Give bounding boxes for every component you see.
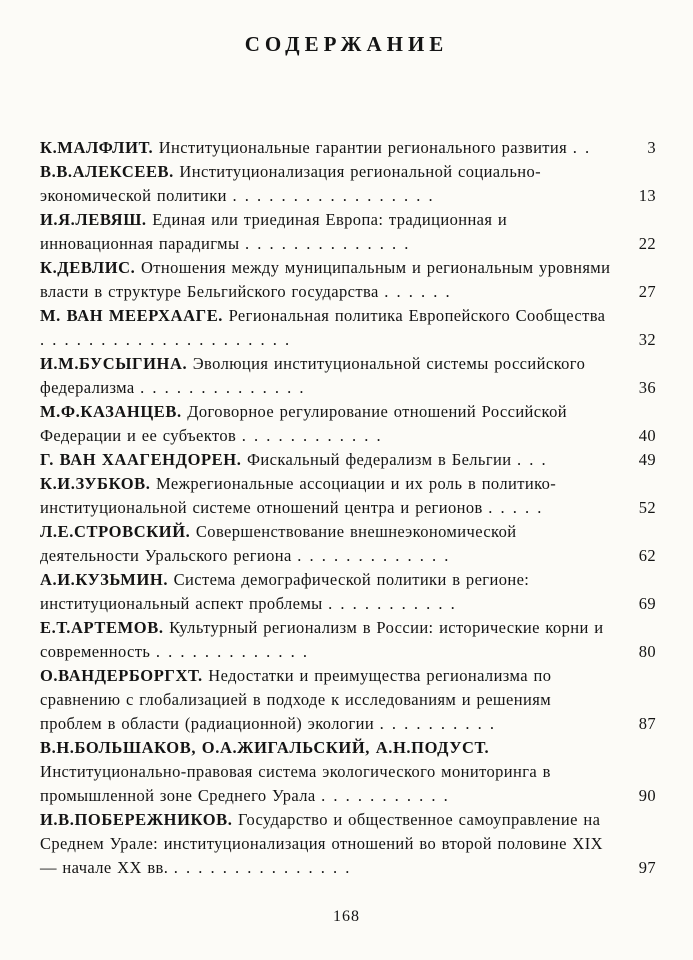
toc-entry-title: Отношения между муниципальным и региональным уровнями власти в структуре Бельгийского государства [40, 258, 611, 301]
toc-entry [40, 256, 656, 304]
toc-entry-author: И.В.ПОБЕРЕЖНИКОВ. [40, 810, 233, 829]
toc-entry-page-number: 3 [647, 138, 656, 157]
dot-leader: . . [572, 138, 591, 157]
toc-entry-author: Г. ВАН ХААГЕНДОРЕН. [40, 450, 242, 469]
dot-leader: . . . . . . . . . . . . . [297, 546, 450, 565]
toc-entry [40, 472, 656, 520]
toc-entry-title: Договорное регулирование отношений Российской Федерации и ее субъектов [40, 402, 567, 445]
dot-leader: . . . . . . . . . . . . . . . [173, 858, 351, 877]
toc-entry-page-number: 36 [638, 378, 656, 397]
toc-entry-title: Единая или триединая Европа: традиционная и инновационная парадигмы [40, 210, 508, 253]
dot-leader: . . . [517, 450, 548, 469]
toc-entry [40, 448, 656, 472]
toc-entry [40, 808, 656, 880]
toc-entry-page-number: 69 [638, 594, 656, 613]
toc-entry-page-number: 49 [638, 450, 656, 469]
dot-leader: . . . . . . . . . . . . . . . . . [232, 186, 435, 205]
toc-entry-page-number: 32 [638, 330, 656, 349]
toc-entry-page-number: 87 [638, 714, 656, 733]
toc-entry-author: Л.Е.СТРОВСКИЙ. [40, 522, 191, 541]
toc-entry [40, 520, 656, 568]
toc-entry [40, 352, 656, 400]
dot-leader: . . . . . . . . . . . . . . [245, 234, 410, 253]
dot-leader: . . . . . . [384, 282, 452, 301]
toc-entry-title: Совершенствование внешнеэкономической деятельности Уральского региона [40, 522, 517, 565]
toc-entry-title: Эволюция институциональной системы российского федерализма [40, 354, 586, 397]
toc-entry-title: Межрегиональные ассоциации и их роль в политико-институциональной системе отношений центра и регионов [40, 474, 557, 517]
toc-entry [40, 208, 656, 256]
toc-entry-author: Е.Т.АРТЕМОВ. [40, 618, 164, 637]
dot-leader: . . . . . . . . . . . [321, 786, 450, 805]
dot-leader: . . . . . . . . . . . . . . . . . . . . . [40, 330, 291, 349]
toc-entry-page-number: 97 [638, 858, 656, 877]
toc-entry-title: Институциональные гарантии регионального развития [158, 138, 568, 157]
toc-entry [40, 568, 656, 616]
folio-page-number: 168 [333, 908, 360, 925]
toc-entry [40, 160, 656, 208]
toc-entry [40, 136, 656, 160]
dot-leader: . . . . . . . . . . . . . [155, 642, 309, 661]
toc-entry-author: А.И.КУЗЬМИН. [40, 570, 169, 589]
toc-entry-page-number: 40 [638, 426, 656, 445]
toc-entry-author: К.И.ЗУБКОВ. [40, 474, 151, 493]
toc-entry-title: Недостатки и преимущества регионализма по сравнению с глобализацией в подходе к исследованиям и решениям проблем в области (радиационной) экологии [40, 666, 552, 733]
table-of-contents [40, 136, 656, 880]
toc-entry-title: Региональная политика Европейского Сообщества [228, 306, 606, 325]
toc-entry-title: Институционализация региональной социально-экономической политики [40, 162, 542, 205]
dot-leader: . . . . . . . . . . . . . . [140, 378, 306, 397]
toc-entry-title: Фискальный федерализм в Бельгии [246, 450, 512, 469]
toc-entry-page-number: 27 [638, 282, 656, 301]
toc-entry [40, 616, 656, 664]
toc-entry [40, 400, 656, 448]
toc-entry-author: К.ДЕВЛИС. [40, 258, 136, 277]
dot-leader: . . . . . [488, 498, 543, 517]
toc-entry [40, 304, 656, 352]
toc-entry-page-number: 62 [638, 546, 656, 565]
page-title: СОДЕРЖАНИЕ [244, 32, 449, 56]
toc-entry-title: Культурный регионализм в России: исторические корни и современность [40, 618, 604, 661]
toc-entry-author: И.Я.ЛЕВЯШ. [40, 210, 147, 229]
toc-entry-author: О.ВАНДЕРБОРГХТ. [40, 666, 203, 685]
toc-entry-title: Система демографической политики в регионе: институциональный аспект проблемы [40, 570, 530, 613]
toc-entry-page-number: 90 [638, 786, 656, 805]
dot-leader: . . . . . . . . . . . . [241, 426, 383, 445]
toc-entry [40, 664, 656, 736]
toc-entry-page-number: 13 [638, 186, 656, 205]
toc-entry-author: М. ВАН МЕЕРХААГЕ. [40, 306, 224, 325]
toc-entry-author: В.В.АЛЕКСЕЕВ. [40, 162, 174, 181]
dot-leader: . . . . . . . . . . . [328, 594, 457, 613]
toc-entry-title: Государство и общественное самоуправление на Среднем Урале: институционализация отношений во второй половине XIX — начале XX вв. [40, 810, 603, 877]
toc-entry-page-number: 52 [638, 498, 656, 517]
toc-entry [40, 736, 656, 808]
toc-entry-page-number: 80 [638, 642, 656, 661]
toc-entry-author: И.М.БУСЫГИНА. [40, 354, 188, 373]
toc-entry-title: Институционально-правовая система экологического мониторинга в промышленной зоне Среднего Урала [40, 762, 551, 805]
toc-entry-page-number: 22 [638, 234, 656, 253]
toc-entry-author: В.Н.БОЛЬШАКОВ, О.А.ЖИГАЛЬСКИЙ, А.Н.ПОДУСТ. [40, 738, 490, 757]
dot-leader: . . . . . . . . . . [379, 714, 496, 733]
toc-entry-author: К.МАЛФЛИТ. [40, 138, 154, 157]
toc-entry-author: М.Ф.КАЗАНЦЕВ. [40, 402, 182, 421]
